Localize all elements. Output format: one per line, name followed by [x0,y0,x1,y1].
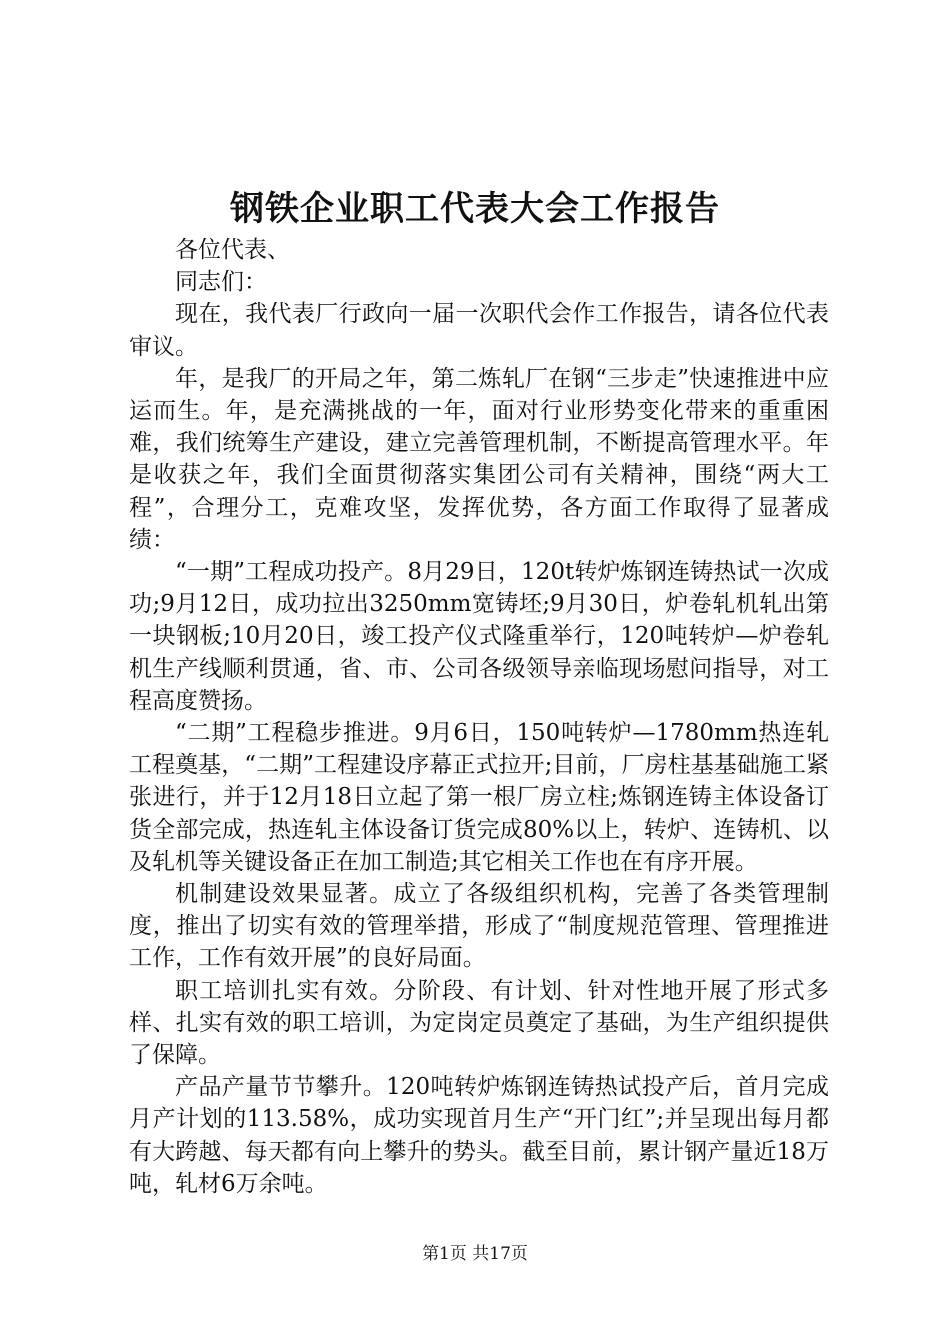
document-body [129,234,829,1200]
body-paragraph: 现在，我代表厂行政向一届一次职代会作工作报告，请各位代表审议。 [129,301,829,360]
page-indicator: 第1页 共17页 [422,1244,528,1264]
body-paragraph: “二期”工程稳步推进。9月6日，150吨转炉—1780mm热连轧工程奠基，“二期”工程建设序幕正式拉开;目前，厂房柱基基础施工紧张进行，并于12月18日立起了第一根厂房立柱;炼钢连铸主体设备订货全部完成，热连轧主体设备订货完成80%以上，转炉、连铸机、以及轧机等关键设备正在加工制造;其它相关工作也在有序开展。 [129,720,829,875]
body-paragraph: 年，是我厂的开局之年，第二炼轧厂在钢“三步走”快速推进中应运而生。年，是充满挑战的一年，面对行业形势变化带来的重重困难，我们统筹生产建设，建立完善管理机制，不断提高管理水平。年是收获之年，我们全面贯彻落实集团公司有关精神，围绕“两大工程”，合理分工，克难攻坚，发挥优势，各方面工作取得了显著成绩： [129,365,829,553]
salutation-line: 各位代表、 [175,237,290,263]
document-title: 钢铁企业职工代表大会工作报告 [230,189,720,229]
body-paragraph: 产品产量节节攀升。120吨转炉炼钢连铸热试投产后，首月完成月产计划的113.58%，成功实现首月生产“开门红”;并呈现出每月都有大跨越、每天都有向上攀升的势头。截至目前，累计钢产量近18万吨，轧材6万余吨。 [129,1074,829,1197]
body-paragraph: “一期”工程成功投产。8月29日，120t转炉炼钢连铸热试一次成功;9月12日，成功拉出3250mm宽铸坯;9月30日，炉卷轧机轧出第一块钢板;10月20日，竣工投产仪式隆重举行，120吨转炉—炉卷轧机生产线顺利贯通，省、市、公司各级领导亲临现场慰问指导，对工程高度赞扬。 [129,559,829,714]
salutation-line: 同志们： [175,269,267,296]
body-paragraph: 机制建设效果显著。成立了各级组织机构，完善了各类管理制度，推出了切实有效的管理举措，形成了“制度规范管理、管理推进工作，工作有效开展”的良好局面。 [129,881,829,972]
body-paragraph: 职工培训扎实有效。分阶段、有计划、针对性地开展了形式多样、扎实有效的职工培训，为定岗定员奠定了基础，为生产组织提供了保障。 [129,977,829,1069]
